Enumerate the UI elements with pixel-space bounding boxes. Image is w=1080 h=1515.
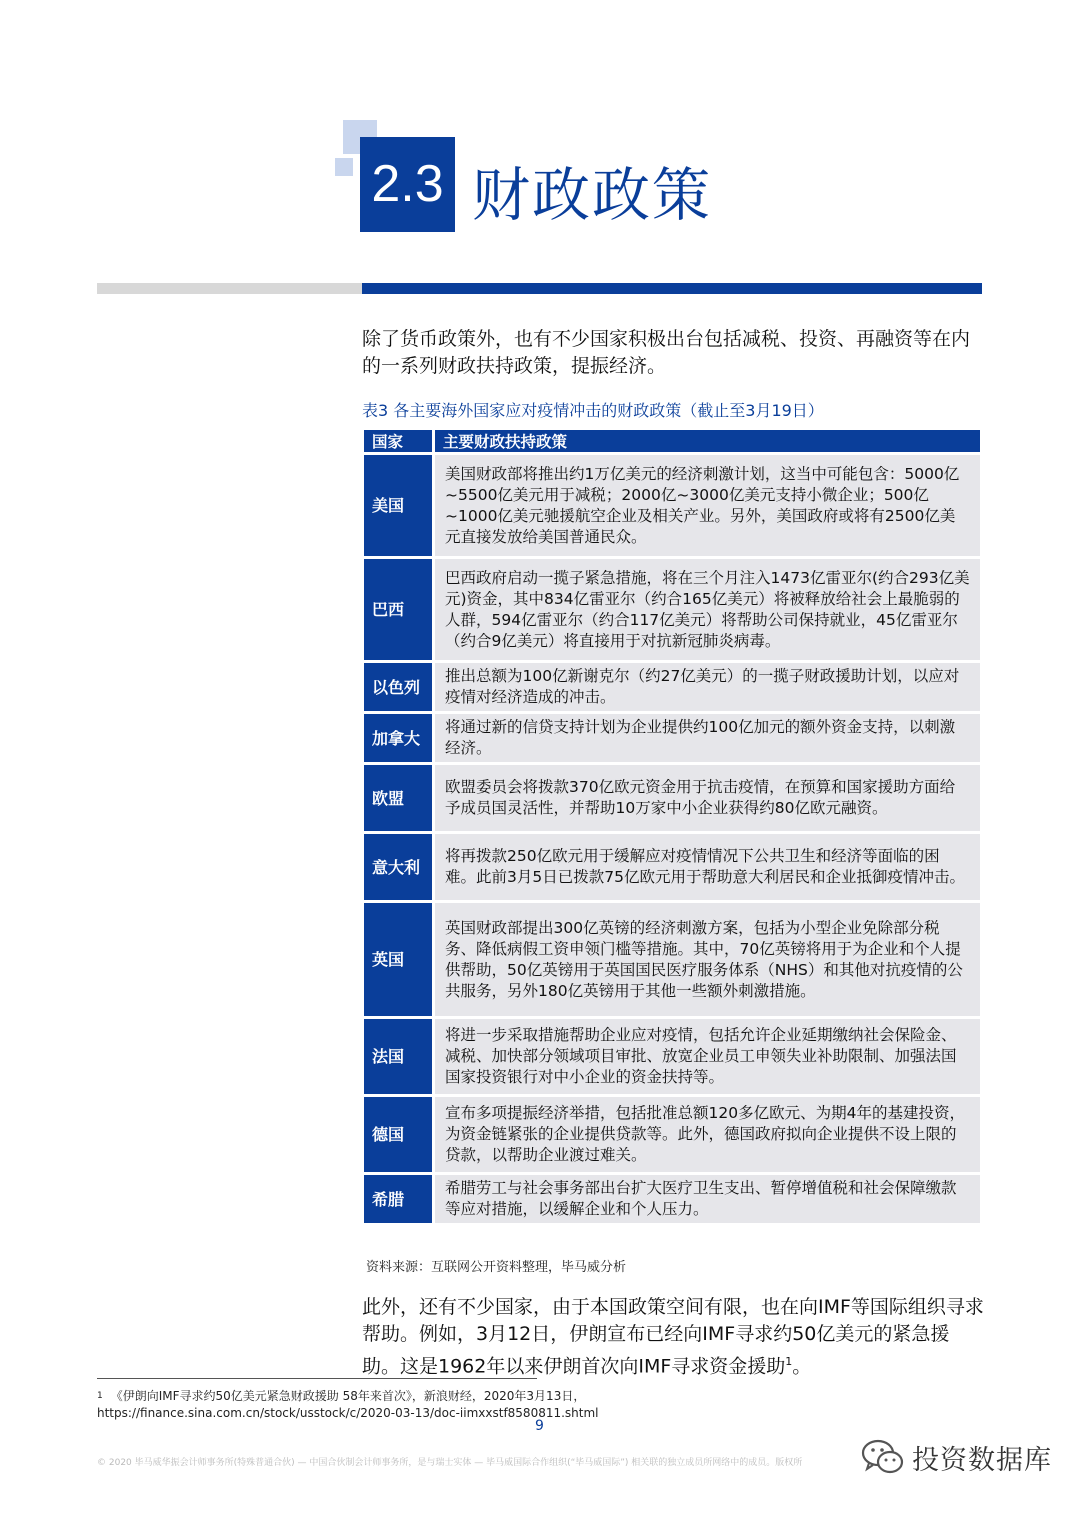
copyright-notice: © 2020 毕马威华振会计师事务所(特殊普通合伙) — 中国合伙制会计师事务所，是与瑞士实体 — 毕马威国际合作组织(“毕马威国际”) 相关联的独立成员所网络中的成员。版权所 bbox=[97, 1458, 803, 1468]
intro-paragraph: 除了货币政策外，也有不少国家积极出台包括减税、投资、再融资等在内的一系列财政扶持政策，提振经济。 bbox=[362, 328, 971, 377]
table-row bbox=[364, 559, 980, 660]
table-row bbox=[364, 455, 980, 556]
policy-cell: 美国财政部将推出约1万亿美元的经济刺激计划，这当中可能包含：5000亿~5500亿美元用于减税；2000亿~3000亿美元支持小微企业；500亿~1000亿美元驰援航空企业及相关产业。另外，美国政府或将有2500亿美元直接发放给美国普通民众。 bbox=[432, 455, 980, 556]
footnote-url[interactable]: https://finance.sina.com.cn/stock/usstock/c/2020-03-13/doc-iimxxstf8580811.shtml bbox=[97, 1406, 599, 1420]
country-cell: 德国 bbox=[364, 1097, 432, 1172]
policy-cell: 将进一步采取措施帮助企业应对疫情，包括允许企业延期缴纳社会保险金、减税、加快部分领域项目审批、放宽企业员工申领失业补助限制、加强法国国家投资银行对中小企业的资金扶持等。 bbox=[432, 1019, 980, 1094]
table-row bbox=[364, 663, 980, 711]
table-row bbox=[364, 1097, 980, 1172]
table-caption: 表3 各主要海外国家应对疫情冲击的财政政策（截止至3月19日） bbox=[362, 401, 824, 420]
section-divider-gray bbox=[97, 283, 362, 294]
country-cell: 美国 bbox=[364, 455, 432, 556]
country-cell: 英国 bbox=[364, 903, 432, 1016]
table-source-note: 资料来源：互联网公开资料整理，毕马威分析 bbox=[366, 1260, 627, 1275]
wechat-icon bbox=[860, 1437, 906, 1477]
country-cell: 希腊 bbox=[364, 1175, 432, 1223]
policy-cell: 推出总额为100亿新谢克尔（约27亿美元）的一揽子财政援助计划，以应对疫情对经济造成的冲击。 bbox=[432, 663, 980, 711]
section-title: 财政政策 bbox=[472, 161, 713, 229]
header-country: 国家 bbox=[364, 430, 432, 452]
table-row bbox=[364, 765, 980, 831]
footnote-divider bbox=[97, 1378, 537, 1379]
decorative-square-left bbox=[335, 158, 353, 176]
footnote-line-1 bbox=[97, 1388, 717, 1405]
watermark-text: 投资数据库 bbox=[912, 1444, 1052, 1476]
section-divider-blue bbox=[362, 283, 982, 294]
country-cell: 以色列 bbox=[364, 663, 432, 711]
watermark bbox=[860, 1437, 1052, 1477]
section-number: 2.3 bbox=[360, 137, 455, 232]
footnote-mark: 1 bbox=[97, 1391, 103, 1401]
country-cell: 加拿大 bbox=[364, 714, 432, 762]
policy-cell: 英国财政部提出300亿英镑的经济刺激方案，包括为小型企业免除部分税务、降低病假工资申领门槛等措施。其中，70亿英镑将用于为企业和个人提供帮助，50亿英镑用于英国国民医疗服务体系（NHS）和其他对抗疫情的公共服务，另外180亿英镑用于其他一些额外刺激措施。 bbox=[432, 903, 980, 1016]
body-paragraph-end: 。 bbox=[792, 1355, 812, 1378]
table-row bbox=[364, 714, 980, 762]
policy-cell: 将通过新的信贷支持计划为企业提供约100亿加元的额外资金支持，以刺激经济。 bbox=[432, 714, 980, 762]
policy-cell: 欧盟委员会将拨款370亿欧元资金用于抗击疫情，在预算和国家援助方面给予成员国灵活性，并帮助10万家中小企业获得约80亿欧元融资。 bbox=[432, 765, 980, 831]
country-cell: 巴西 bbox=[364, 559, 432, 660]
table-row bbox=[364, 1175, 980, 1223]
table-header-row bbox=[364, 430, 980, 452]
country-cell: 欧盟 bbox=[364, 765, 432, 831]
footnote-reference[interactable]: 1 bbox=[785, 1355, 793, 1368]
body-paragraph-text: 此外，还有不少国家，由于本国政策空间有限，也在向IMF等国际组织寻求帮助。例如，3月12日，伊朗宣布已经向IMF寻求约50亿美元的紧急援助。这是1962年以来伊朗首次向IMF寻求资金援助 bbox=[362, 1296, 984, 1378]
body-paragraph bbox=[362, 1294, 984, 1380]
country-cell: 法国 bbox=[364, 1019, 432, 1094]
footnote-citation: 《伊朗向IMF寻求约50亿美元紧急财政援助 58年来首次》，新浪财经，2020年3月13日， bbox=[110, 1389, 586, 1403]
policy-cell: 宣布多项提振经济举措，包括批准总额120多亿欧元、为期4年的基建投资，为资金链紧张的企业提供贷款等。此外，德国政府拟向企业提供不设上限的贷款，以帮助企业渡过难关。 bbox=[432, 1097, 980, 1172]
fiscal-policy-table bbox=[364, 427, 980, 1226]
header-policy: 主要财政扶持政策 bbox=[432, 430, 980, 452]
table-row bbox=[364, 903, 980, 1016]
policy-cell: 希腊劳工与社会事务部出台扩大医疗卫生支出、暂停增值税和社会保障缴款等应对措施，以缓解企业和个人压力。 bbox=[432, 1175, 980, 1223]
policy-cell: 将再拨款250亿欧元用于缓解应对疫情情况下公共卫生和经济等面临的困难。此前3月5日已拨款75亿欧元用于帮助意大利居民和企业抵御疫情冲击。 bbox=[432, 834, 980, 900]
table-row bbox=[364, 1019, 980, 1094]
country-cell: 意大利 bbox=[364, 834, 432, 900]
footnote bbox=[97, 1388, 717, 1422]
table-row bbox=[364, 834, 980, 900]
policy-cell: 巴西政府启动一揽子紧急措施，将在三个月注入1473亿雷亚尔(约合293亿美元)资金，其中834亿雷亚尔（约合165亿美元）将被释放给社会上最脆弱的人群，594亿雷亚尔（约合117亿美元）将帮助公司保持就业，45亿雷亚尔（约合9亿美元）将直接用于对抗新冠肺炎病毒。 bbox=[432, 559, 980, 660]
page-number: 9 bbox=[535, 1418, 544, 1434]
